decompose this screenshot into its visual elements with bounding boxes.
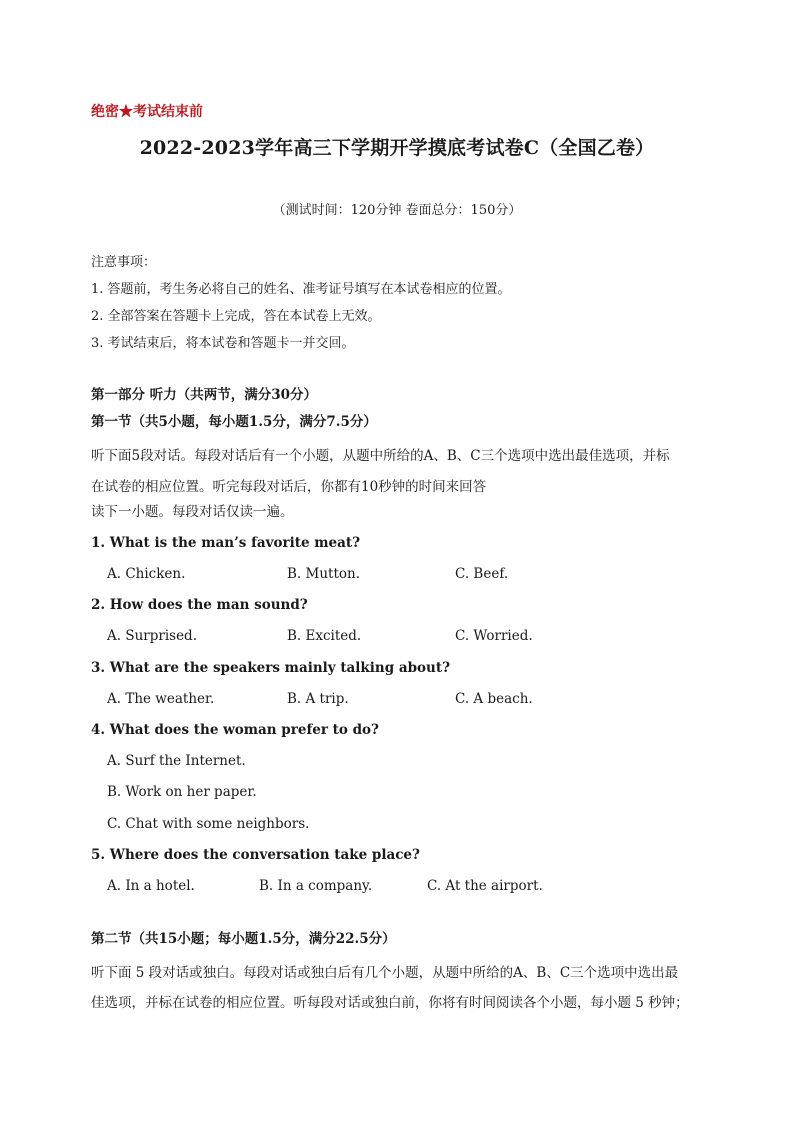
question-stem: 2. How does the man sound? (91, 597, 308, 613)
option-a: A. Surprised. (107, 628, 197, 644)
option-a: A. Chicken. (107, 566, 186, 582)
option-c: C. Beef. (455, 566, 509, 582)
option-b: B. Work on her paper. (107, 784, 257, 800)
option-a: A. Surf the Internet. (107, 753, 246, 769)
instruction-line: 听下面5段对话。每段对话后有一个小题，从题中所给的A、B、C三个选项中选出最佳选项，并标 (91, 448, 670, 464)
notice-item: 3. 考试结束后，将本试卷和答题卡一并交回。 (91, 336, 355, 351)
question-stem: 3. What are the speakers mainly talking about? (91, 660, 451, 676)
option-a: A. The weather. (107, 691, 215, 707)
option-b: B. In a company. (259, 878, 373, 894)
notice-item: 2. 全部答案在答题卡上完成，答在本试卷上无效。 (91, 309, 381, 324)
page-title: 2022-2023学年高三下学期开学摸底考试卷C（全国乙卷） (139, 137, 655, 159)
option-b: B. A trip. (287, 691, 349, 707)
instruction-line: 听下面 5 段对话或独白。每段对话或独白后有几个小题，从题中所给的A、B、C三个选项中选出最 (91, 965, 679, 981)
question-stem: 1. What is the man’s favorite meat? (91, 535, 361, 551)
question-stem: 5. Where does the conversation take place? (91, 847, 420, 863)
option-a: A. In a hotel. (107, 878, 195, 894)
option-c: C. At the airport. (427, 878, 543, 894)
option-b: B. Mutton. (287, 566, 360, 582)
option-c: C. Chat with some neighbors. (107, 816, 310, 832)
section-heading: 第二节（共15小题；每小题1.5分，满分22.5分） (91, 931, 396, 947)
confidential-label: 绝密★考试结束前 (91, 104, 203, 120)
instruction-line: 佳选项，并标在试卷的相应位置。听每段对话或独白前，你将有时间阅读各个小题，每小题 5 秒钟； (91, 995, 689, 1011)
option-c: C. Worried. (455, 628, 533, 644)
question-stem: 4. What does the woman prefer to do? (91, 722, 379, 738)
notice-item: 1. 答题前，考生务必将自己的姓名、准考证号填写在本试卷相应的位置。 (91, 282, 511, 297)
option-b: B. Excited. (287, 628, 362, 644)
instruction-line: 读下一小题。每段对话仅读一遍。 (91, 504, 294, 520)
instruction-line: 在试卷的相应位置。听完每段对话后，你都有10秒钟的时间来回答 (91, 479, 487, 495)
part-heading: 第一部分 听力（共两节，满分30分） (91, 387, 317, 403)
exam-info: （测试时间：120分钟 卷面总分：150分） (272, 203, 522, 218)
option-c: C. A beach. (455, 691, 533, 707)
notice-heading: 注意事项： (91, 255, 157, 270)
section-heading: 第一节（共5小题，每小题1.5分，满分7.5分） (91, 414, 377, 430)
